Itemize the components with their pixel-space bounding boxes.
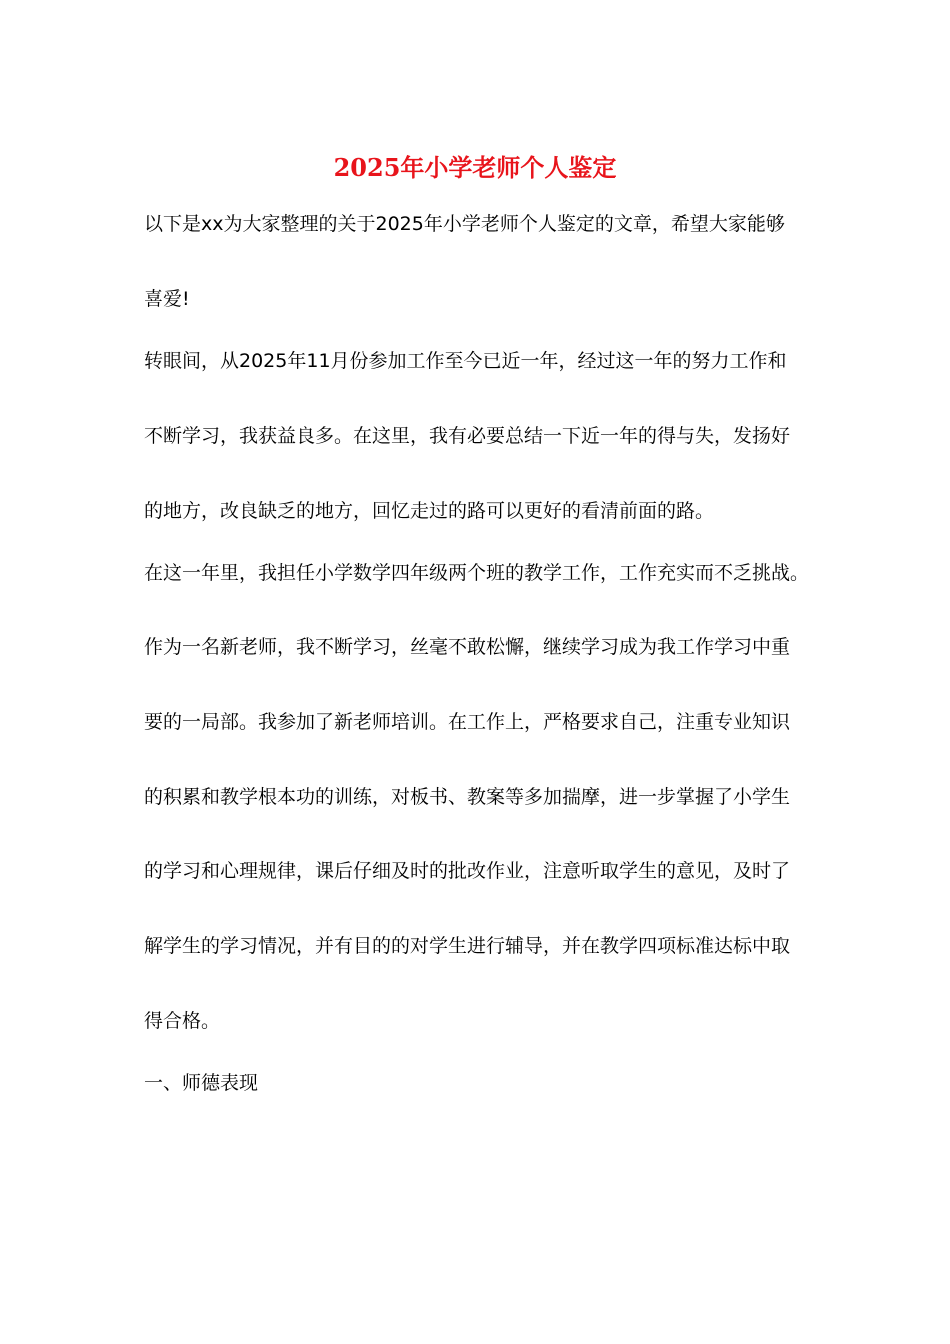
text-line: 喜爱! [144,288,190,310]
text-line: 转眼间，从2025年11月份参加工作至今已近一年，经过这一年的努力工作和 [144,350,787,372]
document-title: 2025年小学老师个人鉴定 [333,153,617,182]
text-line: 得合格。 [144,1010,221,1032]
text-line: 的积累和教学根本功的训练，对板书、教案等多加揣摩，进一步掌握了小学生 [144,786,791,808]
text-line: 的地方，改良缺乏的地方，回忆走过的路可以更好的看清前面的路。 [144,500,715,522]
text-line: 要的一局部。我参加了新老师培训。在工作上，严格要求自己，注重专业知识 [144,711,791,733]
text-line: 不断学习，我获益良多。在这里，我有必要总结一下近一年的得与失，发扬好 [144,425,791,447]
text-line: 在这一年里，我担任小学数学四年级两个班的教学工作，工作充实而不乏挑战。 [144,562,810,584]
text-line: 解学生的学习情况，并有目的的对学生进行辅导，并在教学四项标准达标中取 [144,935,791,957]
text-line: 以下是xx为大家整理的关于2025年小学老师个人鉴定的文章，希望大家能够 [144,213,785,235]
section-heading: 一、师德表现 [144,1072,259,1094]
text-line: 的学习和心理规律，课后仔细及时的批改作业，注意听取学生的意见，及时了 [144,860,791,882]
text-line: 作为一名新老师，我不断学习，丝毫不敢松懈，继续学习成为我工作学习中重 [144,636,791,658]
